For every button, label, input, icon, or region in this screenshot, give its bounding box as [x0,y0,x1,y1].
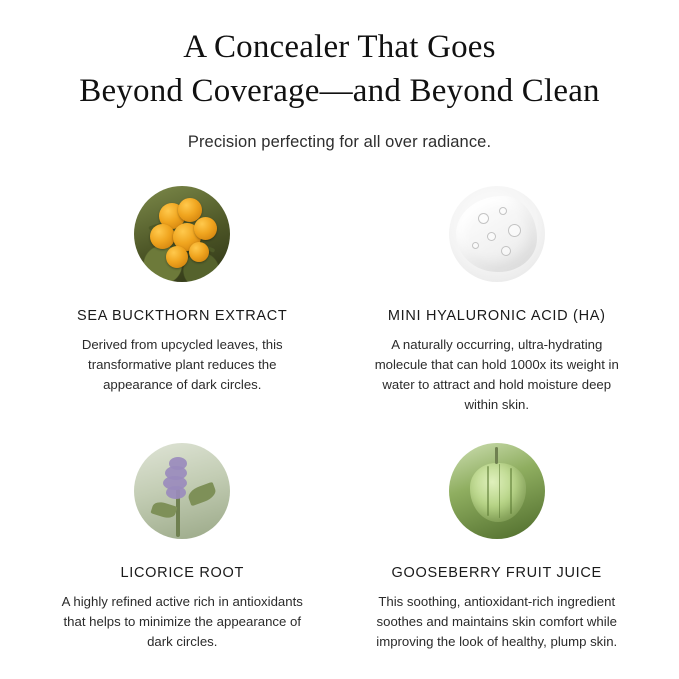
page-title [30,26,649,113]
ingredient-description: Derived from upcycled leaves, this transformative plant reduces the appearance of dark circles. [81,337,283,393]
ingredient-title: MINI HYALURONIC ACID (HA) [387,308,606,325]
sea-buckthorn-berries-image [134,186,230,282]
ingredient-grid [30,186,649,652]
ingredient-card-sea-buckthorn [30,186,335,415]
hyaluronic-acid-gel-droplet-image [449,186,545,282]
ingredient-title: SEA BUCKTHORN EXTRACT [77,308,288,325]
page-title-line-1: A Concealer That Goes [183,29,496,65]
ingredient-description: This soothing, antioxidant-rich ingredient soothes and maintains skin comfort while improving the look of healthy, plump skin. [376,594,618,650]
ingredient-card-hyaluronic-acid [345,186,650,415]
ingredient-card-gooseberry [345,443,650,652]
ingredient-description: A naturally occurring, ultra-hydrating molecule that can hold 1000x its weight in water to attract and hold moisture deep within skin. [374,337,619,413]
ingredient-title: LICORICE ROOT [120,565,244,582]
ingredient-card-licorice-root [30,443,335,652]
licorice-root-flower-image [134,443,230,539]
gooseberry-fruit-image [449,443,545,539]
ingredient-title: GOOSEBERRY FRUIT JUICE [391,565,602,582]
page-subtitle: Precision perfecting for all over radiance. [187,133,492,152]
page-title-line-2: Beyond Coverage—and Beyond Clean [79,72,600,109]
ingredient-description: A highly refined active rich in antioxidants that helps to minimize the appearance of dark circles. [61,594,303,650]
